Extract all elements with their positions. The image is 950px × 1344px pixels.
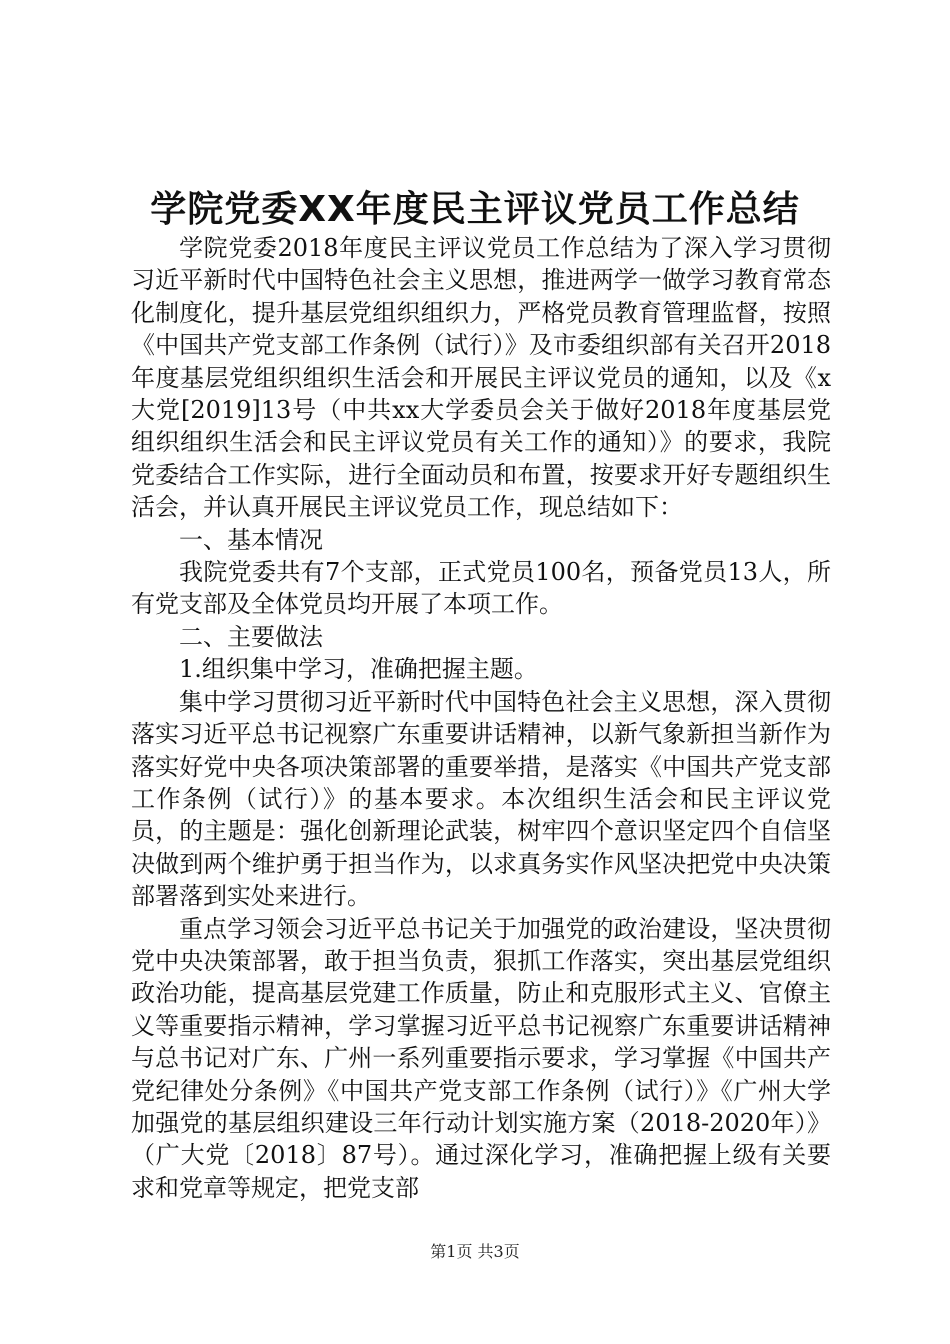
paragraph-key-study: 重点学习领会习近平总书记关于加强党的政治建设，坚决贯彻党中央决策部署，敢于担当负责，狠抓工作落实，突出基层党组织政治功能，提高基层党建工作质量，防止和克服形式主义、官僚主义等重要指示精神，学习掌握习近平总书记视察广东重要讲话精神与总书记对广东、广州一系列重要指示要求，学习掌握《中国共产党纪律处分条例》《中国共产党支部工作条例（试行）》《广州大学加强党的基层组织建设三年行动计划实施方案（2018-2020年）》（广大党〔2018〕87号）。通过深化学习，准确把握上级有关要求和党章等规定，把党支部 — [131, 914, 831, 1202]
paragraph-intro: 学院党委2018年度民主评议党员工作总结为了深入学习贯彻习近平新时代中国特色社会主义思想，推进两学一做学习教育常态化制度化，提升基层党组织组织力，严格党员教育管理监督，按照《中国共产党支部工作条例（试行）》及市委组织部有关召开2018年度基层党组织组织生活会和开展民主评议党员的通知，以及《x大党[2019]13号（中共xx大学委员会关于做好2018年度基层党组织组织生活会和民主评议党员有关工作的通知）》的要求，我院党委结合工作实际，进行全面动员和布置，按要求开好专题组织生活会，并认真开展民主评议党员工作，现总结如下： — [131, 234, 831, 522]
paragraph-basic-info: 我院党委共有7个支部，正式党员100名，预备党员13人，所有党支部及全体党员均开展了本项工作。 — [131, 558, 831, 619]
section-heading-basic: 一、基本情况 — [179, 525, 323, 554]
page-footer: 第1页 共3页 — [430, 1242, 520, 1261]
section-heading-methods: 二、主要做法 — [179, 622, 323, 651]
document-title: 学院党委XX年度民主评议党员工作总结 — [150, 189, 800, 230]
subheading-study: 1.组织集中学习，准确把握主题。 — [179, 655, 538, 684]
paragraph-study: 集中学习贯彻习近平新时代中国特色社会主义思想，深入贯彻落实习近平总书记视察广东重要讲话精神，以新气象新担当新作为落实好党中央各项决策部署的重要举措，是落实《中国共产党支部工作条例（试行）》的基本要求。本次组织生活会和民主评议党员，的主题是：强化创新理论武装，树牢四个意识坚定四个自信坚决做到两个维护勇于担当作为，以求真务实作风坚决把党中央决策部署落到实处来进行。 — [131, 687, 831, 911]
document-body — [131, 232, 831, 1204]
